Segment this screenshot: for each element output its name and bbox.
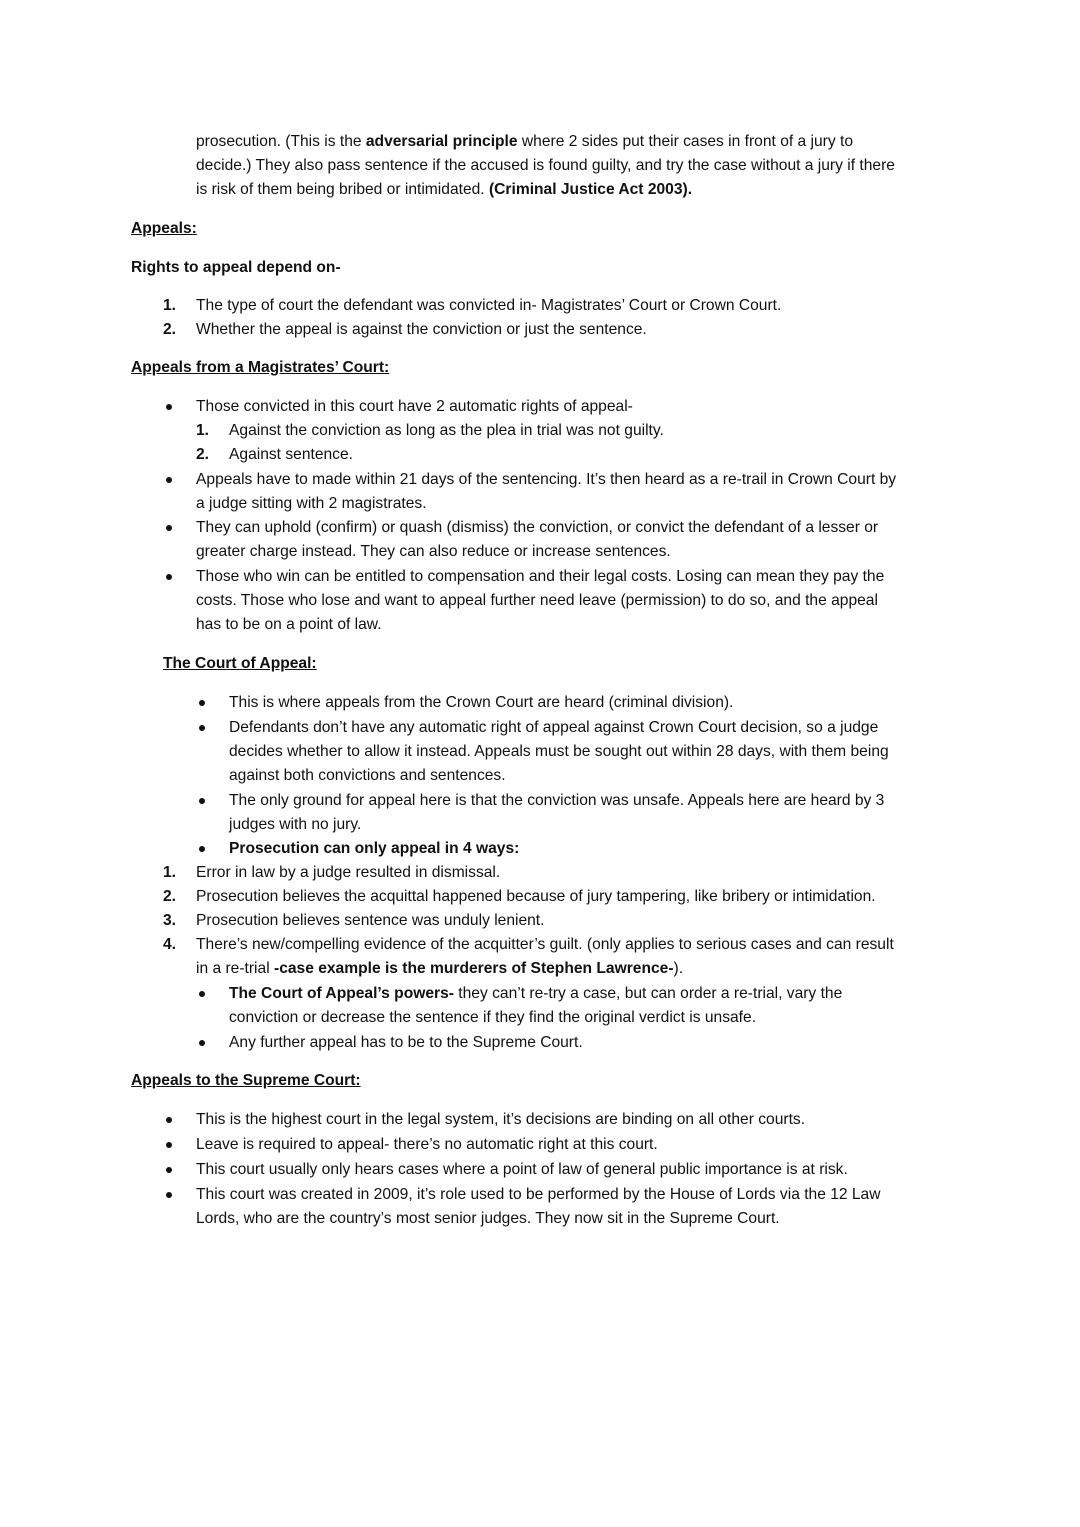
bullet-icon — [166, 525, 172, 531]
bullet-icon — [199, 846, 205, 852]
bullet-icon — [166, 1142, 172, 1148]
intro-text: prosecution. (This is the — [196, 133, 366, 150]
list-number: 3. — [163, 912, 177, 929]
intro-text: where 2 sides put their cases in front of a jury to — [517, 133, 853, 150]
case-example: -case example is the murderers of Stephen Lawrence- — [274, 960, 674, 977]
list-number: 2. — [196, 446, 210, 463]
list-number: 4. — [163, 936, 177, 953]
list-item-text: There’s new/compelling evidence of the acquitter’s guilt. (only applies to serious cases and can result — [196, 936, 894, 953]
list-item: The only ground for appeal here is that the conviction was unsafe. Appeals here are heard by 3 judges with no jury. — [229, 792, 885, 833]
list-item: Defendants don’t have any automatic right of appeal against Crown Court decision, so a judge decides whether to allow it instead. Appeals must be sought out within 28 days, with them being against both convictions and sentences. — [229, 719, 889, 784]
list-number: 1. — [163, 864, 177, 881]
list-number: 1. — [163, 297, 177, 314]
list-item-text: Against sentence. — [229, 446, 353, 463]
bullet-icon — [199, 700, 205, 706]
list-item-continuation: in a re-trial -case example is the murderers of Stephen Lawrence-). — [196, 960, 684, 977]
list-item: Those who win can be entitled to compensation and their legal costs. Losing can mean they pay the costs. Those who lose and want to appeal further need leave (permission) to do so, and the appeal has to be on a point of law. — [196, 568, 885, 633]
appeals-heading: Appeals: — [131, 220, 197, 237]
bullet-icon — [199, 798, 205, 804]
list-item: This court usually only hears cases where a point of law of general public importance is at risk. — [196, 1161, 848, 1178]
list-item: The Court of Appeal’s powers- they can’t re-try a case, but can order a re-trial, vary the conviction or decrease the sentence if they find the original verdict is unsafe. — [229, 985, 843, 1026]
list-item-text: Against the conviction as long as the plea in trial was not guilty. — [229, 422, 664, 439]
list-item: Prosecution can only appeal in 4 ways: — [229, 840, 520, 857]
court-of-appeal-heading: The Court of Appeal: — [163, 655, 317, 672]
adversarial-principle-term: adversarial principle — [365, 133, 518, 150]
list-item: This court was created in 2009, it’s role used to be performed by the House of Lords via the 12 Law Lords, who are the country’s most senior judges. They now sit in the Supreme Court. — [196, 1186, 881, 1227]
list-item: This is the highest court in the legal system, it’s decisions are binding on all other courts. — [196, 1111, 806, 1128]
bullet-icon — [199, 725, 205, 731]
list-item: Appeals have to made within 21 days of the sentencing. It’s then heard as a re-trail in Crown Court by a judge sitting with 2 magistrates. — [196, 471, 897, 512]
criminal-justice-act-ref: (Criminal Justice Act 2003). — [488, 181, 693, 198]
list-item-text: Those convicted in this court have 2 automatic rights of appeal- — [196, 398, 633, 415]
intro-text: is risk of them being bribed or intimidated. — [196, 181, 489, 198]
list-item-text: The type of court the defendant was convicted in- Magistrates’ Court or Crown Court. — [196, 297, 782, 314]
intro-paragraph — [196, 130, 895, 202]
list-item: They can uphold (confirm) or quash (dismiss) the conviction, or convict the defendant of a lesser or greater charge instead. They can also reduce or increase sentences. — [196, 519, 879, 560]
bullet-icon — [166, 1167, 172, 1173]
bullet-icon — [199, 1040, 205, 1046]
list-number: 2. — [163, 888, 177, 905]
bullet-icon — [166, 477, 172, 483]
list-item-text: Whether the appeal is against the conviction or just the sentence. — [196, 321, 647, 338]
rights-heading: Rights to appeal depend on- — [131, 259, 341, 276]
bullet-icon — [166, 574, 172, 580]
list-item: This is where appeals from the Crown Court are heard (criminal division). — [229, 694, 734, 711]
list-number: 2. — [163, 321, 177, 338]
list-item — [196, 395, 633, 419]
bullet-icon — [199, 991, 205, 997]
list-item: Any further appeal has to be to the Supreme Court. — [229, 1034, 583, 1051]
bullet-icon — [166, 1117, 172, 1123]
list-number: 1. — [196, 422, 210, 439]
bullet-icon — [166, 1192, 172, 1198]
list-item-text: Error in law by a judge resulted in dismissal. — [196, 864, 501, 881]
bullet-icon — [166, 404, 172, 410]
intro-text: decide.) They also pass sentence if the accused is found guilty, and try the case without a jury if there — [196, 157, 895, 174]
supreme-court-heading: Appeals to the Supreme Court: — [131, 1072, 361, 1089]
list-item-text: Prosecution believes sentence was unduly lenient. — [196, 912, 545, 929]
list-item: Leave is required to appeal- there’s no automatic right at this court. — [196, 1136, 658, 1153]
powers-term: The Court of Appeal’s powers- — [229, 985, 454, 1002]
list-item-text: Prosecution believes the acquittal happened because of jury tampering, like bribery or intimidation. — [196, 888, 876, 905]
magistrates-heading: Appeals from a Magistrates’ Court: — [131, 359, 390, 376]
